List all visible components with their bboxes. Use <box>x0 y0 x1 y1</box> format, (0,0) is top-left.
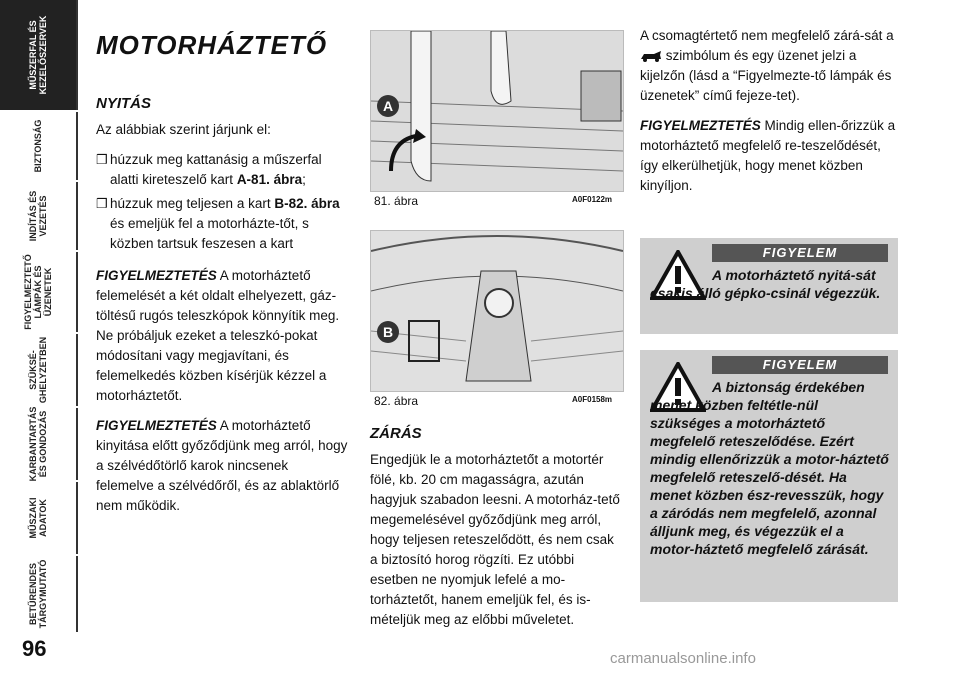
tab-label: MŰSZAKI ADATOK <box>28 497 48 539</box>
list-item: ❒ húzzuk meg kattanásig a műszerfal alatti kireteszelő kart A-81. ábra; <box>96 150 348 190</box>
list-item: ❒ húzzuk meg teljesen a kart B-82. ábra és emeljük fel a motorházte-tőt, s közben tartsuk feszesen a kart <box>96 194 348 254</box>
page-title: MOTORHÁZTETŐ <box>96 30 328 60</box>
closing-text: Engedjük le a motorháztetőt a motortér fölé, kb. 20 cm magasságra, azután hagyjuk szabadon leesni. A motorház-tető megemelésével győződjünk meg arról, hogy teljesen reteszelődött, és nem csak a biztosító horog rögzíti. Ez utóbbi esetben ne nyomjuk lefelé a mo-torháztetőt, hanem emeljük fel, és is-mételjük meg az előbbi műveletet. <box>370 452 620 627</box>
closing-heading: ZÁRÁS <box>370 425 422 442</box>
tab-starting-driving[interactable] <box>0 182 78 250</box>
figure-81-caption: 81. ábra <box>374 194 419 208</box>
tab-warning-lights[interactable] <box>0 252 78 332</box>
warning-box <box>640 350 898 602</box>
checkbox-icon: ❒ <box>96 196 108 211</box>
figure-81-image <box>370 30 624 192</box>
figure-82-image <box>370 230 624 392</box>
tab-safety[interactable] <box>0 112 78 180</box>
warning-text: A motorháztető nyitá-sát csakis álló gépko-csinál végezzük. <box>650 267 881 301</box>
boot-lid-note: A csomagtértető nem megfelelő zárá-sát a szimbólum és egy üzenet jelzi a kijelzőn (lásd a “Figyelmezte-tő lámpák és üzenetek” című fejeze-tet). <box>640 28 894 103</box>
column-opening <box>96 30 348 526</box>
marker-b: B <box>377 321 399 343</box>
warning-box <box>640 238 898 334</box>
warning-paragraph: FIGYELMEZTETÉS A motorháztető kinyitása előtt győződjünk meg arról, hogy a szélvédőtörlő karok nincsenek felemelve a szélvédőről, és az ablaktörlő nem működik. <box>96 418 348 513</box>
opening-intro: Az alábbiak szerint járjunk el: <box>96 122 271 137</box>
warning-text: A biztonság érdekében menet közben feltétle-nül szükséges a motorháztető megfelelő reteszelődése. Ezért mindig ellenőrizzük a motor-háztető megfelelő reteszelő-dését. Ha menet közben ész-revesszük, hogy a záródás nem megfelelő, azonnal álljunk meg, és végezzük el a motor-háztető megfelelő zárását. <box>650 379 889 557</box>
tab-label: INDÍTÁS ÉS VEZETÉS <box>28 190 48 242</box>
tab-emergency[interactable] <box>0 334 78 406</box>
warning-paragraph: FIGYELMEZTETÉS Mindig ellen-őrizzük a motorháztető megfelelő re-teszelődését, így elkerülhetjük, hogy menet közben kinyíljon. <box>640 118 896 193</box>
marker-a: A <box>377 95 399 117</box>
figure-82-code: A0F0158m <box>572 395 613 404</box>
watermark: carmanualsonline.info <box>610 650 756 667</box>
tab-label: BIZTONSÁG <box>33 119 43 173</box>
tab-instruments[interactable] <box>0 0 78 110</box>
tab-index[interactable] <box>0 556 78 632</box>
page-number: 96 <box>22 636 47 661</box>
car-bonnet-open-icon <box>640 48 666 63</box>
tab-label: SZÜKSÉ- GHELYZETBEN <box>28 336 48 404</box>
opening-heading: NYITÁS <box>96 95 152 112</box>
tab-label: MŰSZERFAL ÉS KEZELŐSZERVEK <box>28 15 48 95</box>
checkbox-icon: ❒ <box>96 152 108 167</box>
tab-label: BETŰRENDES TÁRGYMUTATÓ <box>28 559 48 629</box>
warning-heading: FIGYELEM <box>712 244 888 262</box>
column-closing <box>370 425 622 640</box>
warning-heading: FIGYELEM <box>712 356 888 374</box>
figure-81-code: A0F0122m <box>572 195 613 204</box>
tab-label: KARBANTARTÁS ÉS GONDOZÁS <box>28 406 48 482</box>
tab-technical-data[interactable] <box>0 482 78 554</box>
warning-paragraph: FIGYELMEZTETÉS A motorháztető felemelését a két oldalt elhelyezett, gáz-töltésű rugós teleszkópok könnyítik meg. Ne próbáljuk ezeket a teleszkó-pokat módosítani vagy megjavítani, és felemelkedés közben kísérjük kézzel a motorháztetőt. <box>96 268 340 403</box>
tab-maintenance[interactable] <box>0 408 78 480</box>
column-notes <box>640 26 896 206</box>
figure-82-caption: 82. ábra <box>374 394 419 408</box>
tab-label: FIGYELMEZTETŐ LÁMPÁK ÉS ÜZENETEK <box>23 254 53 330</box>
chapter-sidebar <box>0 0 80 640</box>
